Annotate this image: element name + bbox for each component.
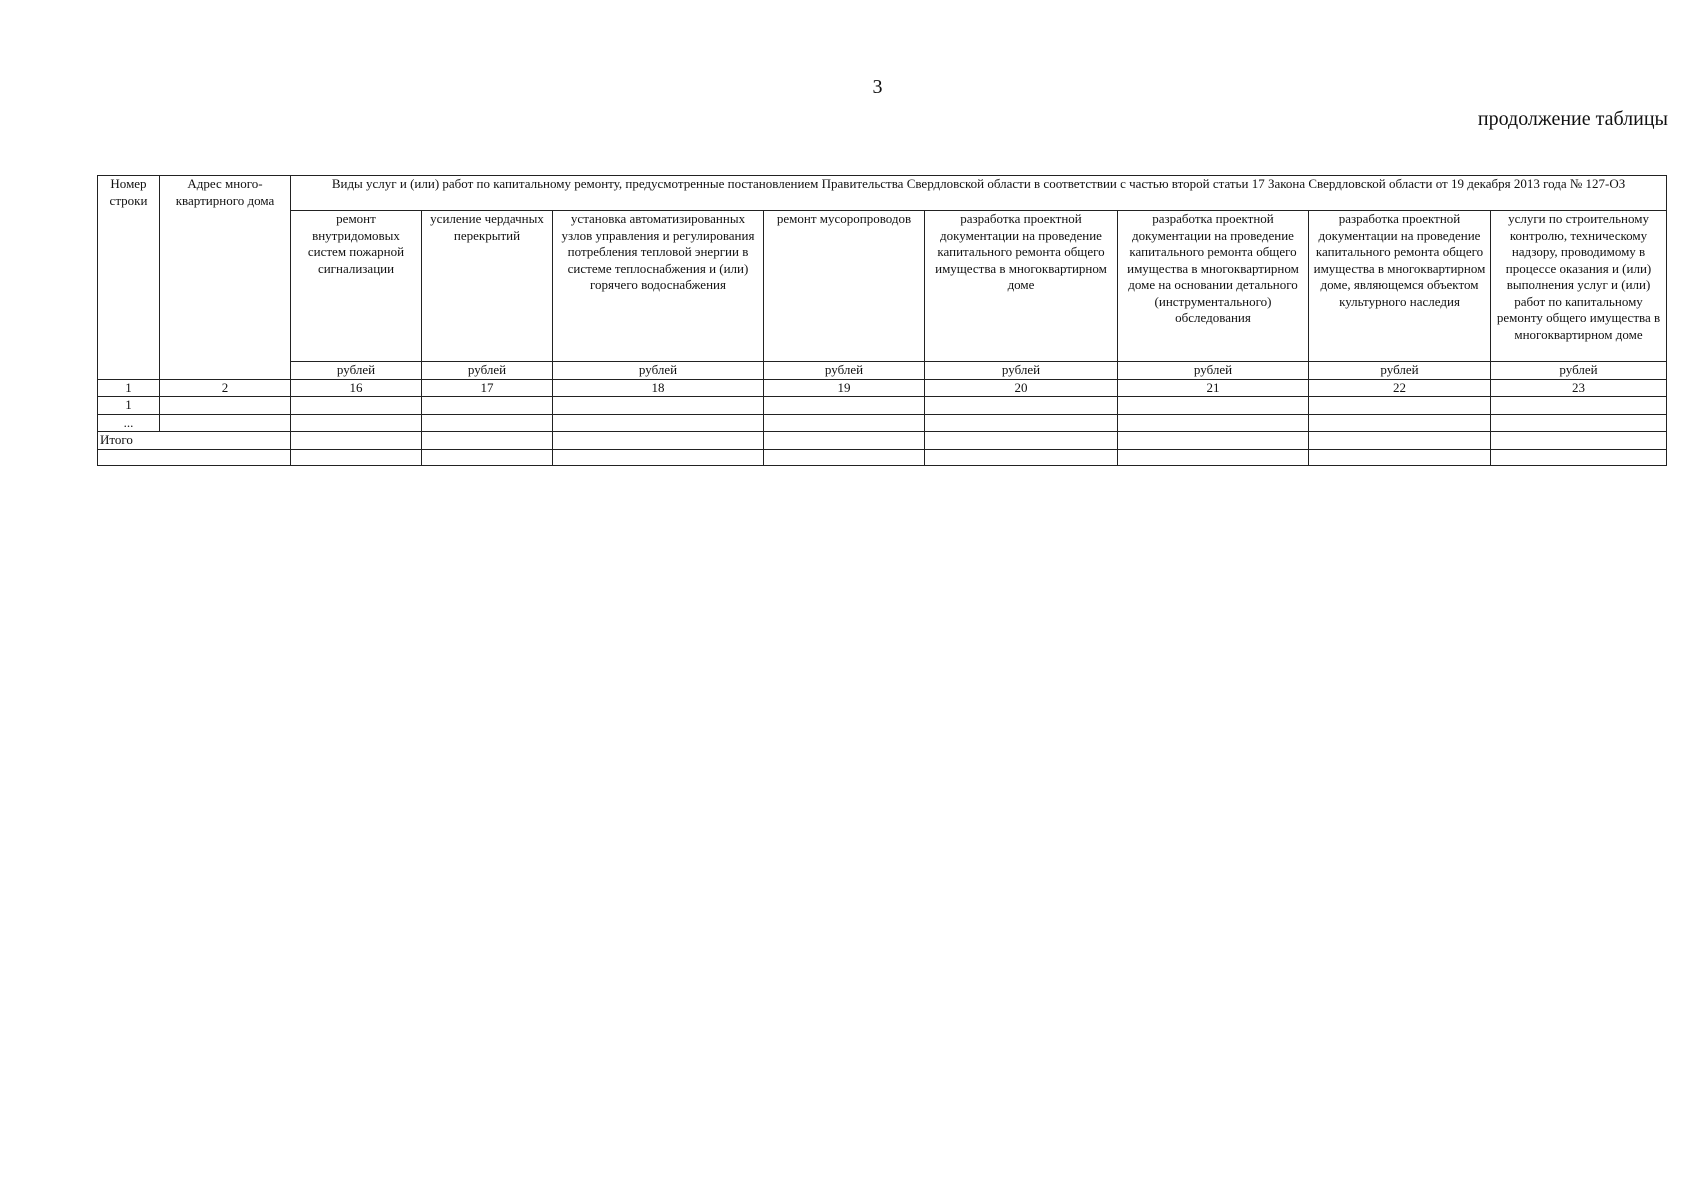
value-cell	[764, 449, 925, 465]
value-cell	[1491, 432, 1667, 450]
header-service-17: усиление чердачных перекрытий	[422, 211, 553, 362]
unit-label: рублей	[422, 362, 553, 380]
table-row	[98, 449, 1667, 465]
value-cell	[291, 397, 422, 415]
table-row	[98, 414, 1667, 432]
header-service-23: услуги по строительному контролю, техническому надзору, проводимому в процессе оказания и (или) выполнения услуг и (или) работ по капитальному ремонту общего имущества в многоквартирном доме	[1491, 211, 1667, 362]
value-cell	[553, 414, 764, 432]
column-number: 23	[1491, 379, 1667, 397]
column-number-row	[98, 379, 1667, 397]
unit-label: рублей	[764, 362, 925, 380]
header-service-18: установка автоматизированных узлов управления и регулирования потребления тепловой энергии в системе теплоснабжения и (или) горячего водоснабжения	[553, 211, 764, 362]
column-number: 22	[1309, 379, 1491, 397]
value-cell	[422, 449, 553, 465]
column-number: 20	[925, 379, 1118, 397]
value-cell	[553, 449, 764, 465]
value-cell	[764, 397, 925, 415]
value-cell	[553, 432, 764, 450]
value-cell	[291, 432, 422, 450]
column-number: 17	[422, 379, 553, 397]
value-cell	[925, 449, 1118, 465]
unit-label: рублей	[1309, 362, 1491, 380]
header-row-number: Номер строки	[98, 176, 160, 380]
unit-label: рублей	[291, 362, 422, 380]
value-cell	[1118, 414, 1309, 432]
value-cell	[1491, 449, 1667, 465]
value-cell	[1118, 432, 1309, 450]
unit-label: рублей	[1118, 362, 1309, 380]
column-number: 2	[160, 379, 291, 397]
value-cell	[1491, 414, 1667, 432]
header-service-group: Виды услуг и (или) работ по капитальному ремонту, предусмотренные постановлением Правительства Свердловской области в соответствии с частью второй статьи 17 Закона Свердловской области от 19 декабря 2013 года № 127-ОЗ	[291, 176, 1667, 211]
column-number: 19	[764, 379, 925, 397]
header-service-19: ремонт мусоропроводов	[764, 211, 925, 362]
unit-label: рублей	[925, 362, 1118, 380]
total-label: Итого	[98, 432, 291, 450]
header-address: Адрес много-квартирного дома	[160, 176, 291, 380]
row-number: ...	[98, 414, 160, 432]
table-row	[98, 397, 1667, 415]
value-cell	[1309, 432, 1491, 450]
column-number: 21	[1118, 379, 1309, 397]
address-cell	[160, 397, 291, 415]
value-cell	[1118, 397, 1309, 415]
value-cell	[1491, 397, 1667, 415]
value-cell	[291, 449, 422, 465]
column-number: 16	[291, 379, 422, 397]
header-service-22: разработка проектной документации на проведение капитального ремонта общего имущества в многоквартирном доме, являющемся объектом культурного наследия	[1309, 211, 1491, 362]
value-cell	[553, 397, 764, 415]
value-cell	[764, 414, 925, 432]
row-number: 1	[98, 397, 160, 415]
value-cell	[925, 397, 1118, 415]
continuation-label: продолжение таблицы	[1477, 108, 1668, 130]
value-cell	[925, 414, 1118, 432]
page-number: 3	[872, 76, 883, 98]
value-cell	[764, 432, 925, 450]
empty-cell	[98, 449, 291, 465]
capital-repair-table	[97, 175, 1667, 466]
value-cell	[291, 414, 422, 432]
total-row	[98, 432, 1667, 450]
value-cell	[925, 432, 1118, 450]
header-service-16: ремонт внутридомовых систем пожарной сигнализации	[291, 211, 422, 362]
value-cell	[422, 432, 553, 450]
value-cell	[1309, 397, 1491, 415]
value-cell	[422, 414, 553, 432]
unit-label: рублей	[1491, 362, 1667, 380]
value-cell	[1309, 414, 1491, 432]
value-cell	[1309, 449, 1491, 465]
value-cell	[422, 397, 553, 415]
address-cell	[160, 414, 291, 432]
column-number: 1	[98, 379, 160, 397]
column-number: 18	[553, 379, 764, 397]
header-service-20: разработка проектной документации на проведение капитального ремонта общего имущества в многоквартирном доме	[925, 211, 1118, 362]
unit-label: рублей	[553, 362, 764, 380]
header-service-21: разработка проектной документации на проведение капитального ремонта общего имущества в многоквартирном доме на основании детального (инструментального) обследования	[1118, 211, 1309, 362]
value-cell	[1118, 449, 1309, 465]
